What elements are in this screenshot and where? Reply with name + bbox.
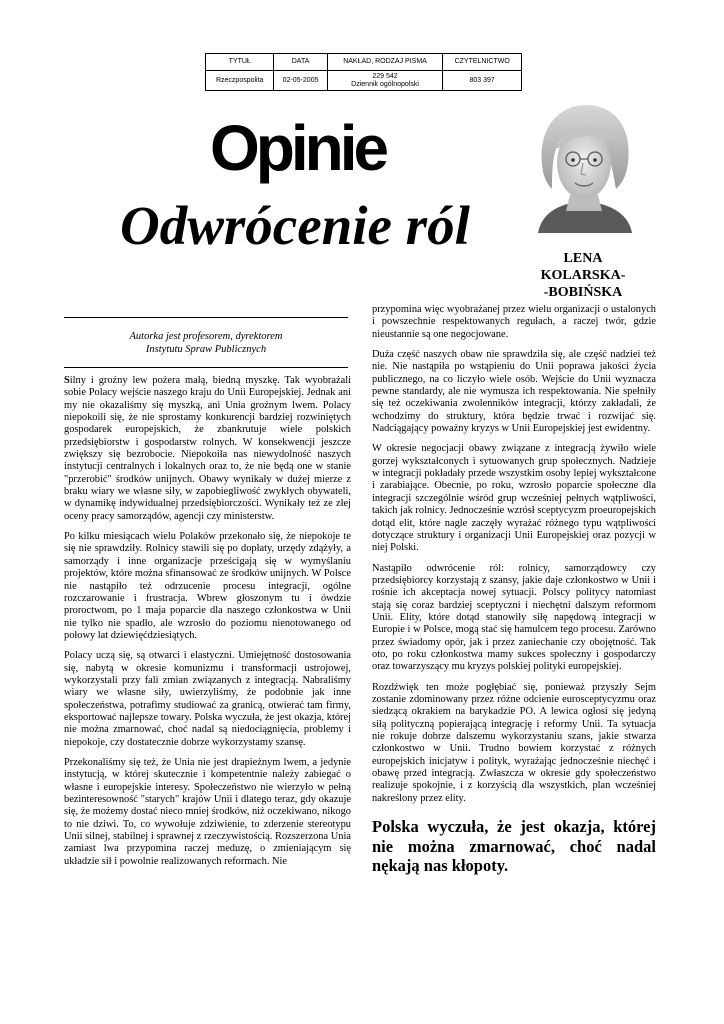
author-bio	[64, 331, 348, 356]
cell-title: Rzeczpospolita	[206, 71, 274, 91]
paragraph: Przekonaliśmy się też, że Unia nie jest drapieżnym lwem, a jedynie instytucją, w której skutecznie i kompetentnie należy zabiegać o własne i europejskie interesy. Społeczeństwo nie wierzyło w pełną bezinteresowność "starych" krajów Unii i dlatego teraz, gdy okazuje się, że możemy dostać nieco mniej środków, niż oczekiwano, nikogo to nie dziwi. To, co wywołuje zdziwienie, to zderzenie stereotypu Unii silnej, stabilnej i sprawnej z rzeczywistością. Rozszerzona Unia zamiast lwa przypomina raczej meduzę, o zmieniającym się układzie sił i powolnie realizowanych reformach. Nie	[64, 756, 351, 867]
initial-letter: S	[64, 375, 70, 386]
author-surname-part2: -BOBIŃSKA	[543, 285, 623, 300]
paragraph	[64, 375, 351, 523]
header-circulation: NAKŁAD, RODZAJ PISMA	[327, 54, 443, 71]
paragraph: Po kilku miesiącach wielu Polaków przekonało się, że niepokoje te się nie sprawdziły. Rolnicy stawili się po dopłaty, urzędy zdążyły, a samorządy i inne organizacje prześcigają się w wymyślaniu projektów, które można sfinansować ze środków unijnych. W Polsce nie nastąpiło też odrzucenie procesu integracji, ogólne rozczarowanie i frustracja. Wbrew głoszonym tu i ówdzie proroctwom, po 1 maja poparcie dla naszego członkostwa w Unii nie tylko nie spadło, ale wzrosło do poziomu nienotowanego od połowy lat dziewięćdziesiątych.	[64, 531, 351, 641]
circulation-number: 229 542	[372, 72, 398, 80]
article-column-1	[64, 375, 351, 876]
paragraph: Nastąpiło odwrócenie ról: rolnicy, samorządowcy czy przedsiębiorcy korzystają z szansy, jakie daje członkostwo w Unii i rośnie ich akceptacja nowej sytuacji. Polscy politycy natomiast stają się coraz bardziej sceptyczni i niechętni dalszym reformom Unii. Elity, które dotąd stanowiły siłę napędową integracji w Europie i w Polsce, mogą stać się hamulcem tego procesu. Zarówno przez świadomy opór, jak i przez zaniechanie czy obojętność. Tak oto, po roku członkostwa mamy sukces społeczny i gospodarczy oraz towarzyszący mu kryzys polskiej polityki europejskiej.	[372, 562, 656, 673]
paragraph: Duża część naszych obaw nie sprawdziła się, ale część nadziei też nie. Nie nastąpiła po wstąpieniu do Unii poprawa jakości życia publicznego, na co liczyło wiele osób. Wejście do Unii wyznacza pewne standardy, ale nie wymusza ich respektowania. Nie spełniły się też oczekiwania zwolenników integracji, którzy zakładali, że wchodzimy do struktury, która będzie trwać i rozwijać się. Nadciągający poważny kryzys w Unii Europejskiej jest ewidentny.	[372, 349, 656, 435]
author-first-name: LENA	[563, 251, 603, 266]
pull-quote: Polska wyczuła, że jest okazja, której nie można zmarnować, choć nadal nękają nas kłopoty.	[372, 817, 656, 876]
author-bio-line1: Autorka jest profesorem, dyrektorem	[129, 331, 283, 342]
header-readership: CZYTELNICTWO	[443, 54, 522, 71]
cell-readership: 803 397	[443, 71, 522, 91]
header-date: DATA	[274, 54, 327, 71]
paragraph: Polacy uczą się, są otwarci i elastyczni. Umiejętność dostosowania się, nabytą w okresie komunizmu i transformacji ustrojowej, wykorzystali przy fali zmian związanych z integracją. Nabraliśmy wiary we własne siły, uwierzyliśmy, że podobnie jak inne społeczeństwa, potrafimy studiować za granicą, otwierać tam firmy, eksportować najlepsze towary. Polska wyczuła, że jest okazja, której nie można zmarnować, choć nadal są niedociągnięcia, problemy i niepokoje, czy dostatecznie dobrze wykorzystamy szansę.	[64, 650, 351, 748]
divider-bottom	[64, 367, 348, 368]
paragraph-text: ilny i groźny lew pożera małą, biedną myszkę. Tak wyobrażali sobie Polacy wejście naszego kraju do Unii Europejskiej. Jednak ani my nie okazaliśmy się myszką, ani Unia groźnym lwem. Polacy niepokoili się, że nie sprostamy konkurencji bardziej rozwiniętych gospodarek europejskich, że zbankrutuje wiele polskich przedsiębiorstw i gospodarstw rolnych. W konsekwencji jeszcze zwiększy się bezrobocie. Niepokoiła nas niewydolność naszych instytucji centralnych i lokalnych oraz to, że nie będą one w stanie "przerobić" środków unijnych. Obawy wynikały w dużej mierze z braku wiary we własne siły, w zapobiegliwość zwykłych obywateli, w dynamikę indywidualnej przedsiębiorczości. Wynikały też ze złej oceny pracy samorządów, agencji czy ministerstw.	[64, 375, 351, 522]
cell-date: 02-05-2005	[274, 71, 327, 91]
paragraph: przypomina więc wyobrażanej przez wielu organizacji o ustalonych i powszechnie respektowanych regułach, a raczej twór, gdzie nieustannie są one negocjowane.	[372, 304, 656, 340]
publication-info-table	[205, 53, 522, 91]
paragraph: Rozdźwięk ten może pogłębiać się, ponieważ przyszły Sejm zostanie zdominowany przez różne odcienie eurosceptycyzmu oraz siedzącą okrakiem na barykadzie PO. A lewica ogłosi się jedyną siłą polityczną popierającą integrację i reformy Unii. Ta sytuacja nie rokuje dobrze dalszemu wykorzystaniu szans, jakie stwarza członkostwo w Unii. Trudno bowiem korzystać z różnych europejskich inicjatyw i polityk, wyrażając jednocześnie niechęć i obawę przed integracją. Zwłaszcza w okresie gdy społeczeństwo realizuje spokojnie, i z korzyścią dla wszystkich, plan wcześniej nakreślony przez elity.	[372, 681, 656, 804]
author-surname-part1: KOLARSKA-	[540, 268, 626, 283]
article-headline: Odwrócenie ról	[120, 195, 470, 256]
article-column-2	[372, 304, 656, 884]
author-photo	[532, 99, 636, 233]
paragraph: W okresie negocjacji obawy związane z integracją żywiło wiele gorzej wykształconych i sytuowanych grup społecznych. Nadzieje w integracji pokładały przede wszystkim osoby lepiej wykształcone i zarabiające. Obecnie, po roku, wzrosło poparcie społeczne dla integracji szczególnie wśród grup wcześniej pełnych wątpliwości, takich jak rolnicy. Jednocześnie wzrósł sceptycyzm proeuropejskich dotąd elit, które nagle zaczęły wyrażać różnego typu wątpliwości dotyczące struktury i organizacji Unii Europejskiej oraz pozycji w niej Polski.	[372, 443, 656, 554]
author-name	[518, 250, 648, 301]
author-bio-line2: Instytutu Spraw Publicznych	[145, 343, 267, 355]
divider-top	[64, 317, 348, 318]
section-title: Opinie	[210, 112, 386, 184]
cell-circulation	[327, 71, 443, 91]
publication-type: Dziennik ogólnopolski	[351, 80, 419, 88]
header-title: TYTUŁ	[206, 54, 274, 71]
